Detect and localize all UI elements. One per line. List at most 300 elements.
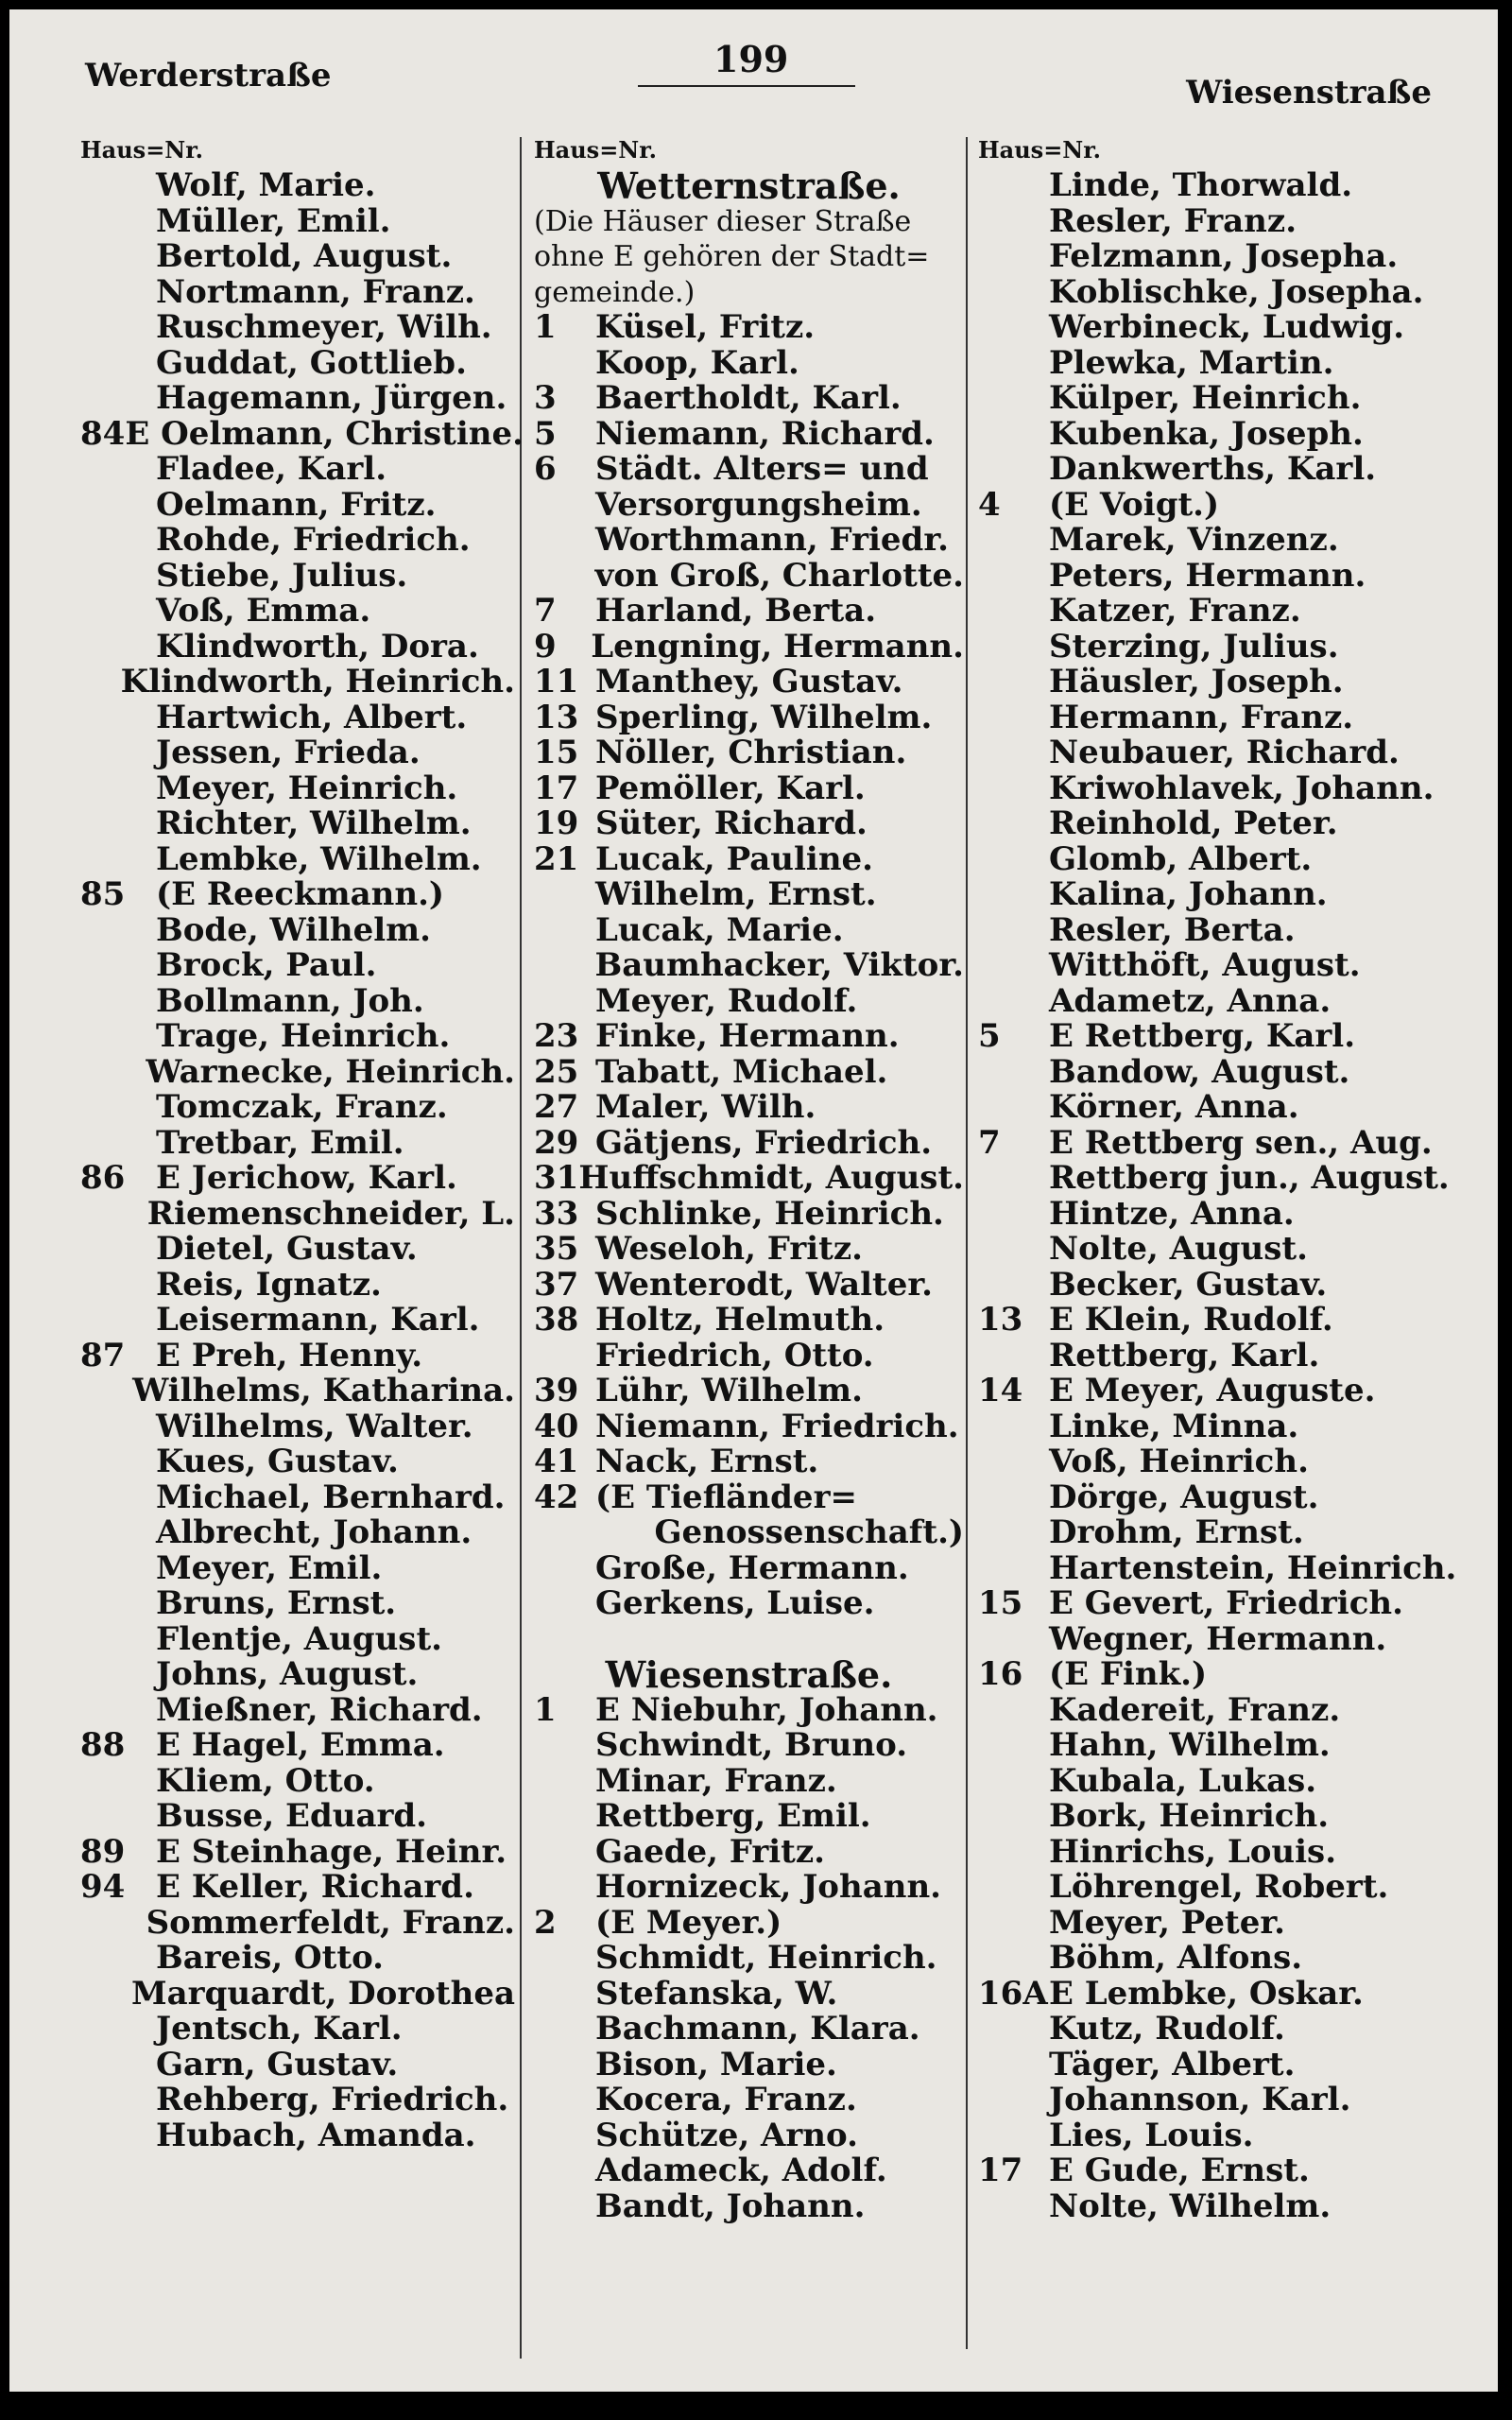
house-number [978, 948, 1049, 984]
resident-entry [978, 381, 1493, 417]
resident-entry [80, 1123, 515, 1162]
house-number [534, 1835, 595, 1871]
resident-entry [534, 1161, 964, 1197]
resident-name: Kalina, Johann. [1049, 875, 1328, 913]
resident-name: Witthöft, August. [1049, 946, 1361, 984]
resident-entry [978, 665, 1493, 700]
resident-name: Leisermann, Karl. [156, 1301, 480, 1339]
house-number [978, 630, 1049, 666]
resident-entry [978, 201, 1493, 240]
house-number: 14 [978, 1372, 1023, 1409]
resident-entry [80, 806, 515, 842]
resident-name: Wenterodt, Walter. [595, 1265, 933, 1304]
house-number [80, 2083, 156, 2118]
resident-entry [978, 2118, 1493, 2154]
resident-name: Hubach, Amanda. [156, 2116, 476, 2154]
resident-entry [534, 485, 964, 524]
house-number [80, 1090, 156, 1126]
resident-name: Huffschmidt, August. [578, 1159, 964, 1197]
resident-entry [80, 1336, 515, 1374]
house-number: 6 [534, 450, 557, 488]
resident-entry [978, 1052, 1493, 1091]
resident-entry [978, 1444, 1493, 1480]
house-number [80, 2012, 156, 2048]
house-number [80, 1515, 156, 1551]
resident-name: (E Meyer.) [595, 1903, 782, 1942]
resident-name: Hinrichs, Louis. [1049, 1832, 1337, 1871]
resident-entry [80, 700, 515, 736]
house-number [80, 488, 156, 524]
house-number [80, 700, 156, 736]
house-number [534, 1515, 559, 1551]
resident-name: E Steinhage, Heinr. [156, 1832, 507, 1871]
resident-entry [978, 877, 1493, 913]
resident-name: Rettberg, Emil. [595, 1797, 871, 1835]
resident-entry [534, 2118, 964, 2154]
resident-entry [80, 1303, 515, 1339]
street-heading: Wiesenstraße. [605, 1653, 893, 1696]
street-note: ohne E gehören der Stadt= [534, 240, 930, 273]
resident-name: Hahn, Wilhelm. [1049, 1726, 1331, 1764]
house-number [80, 1055, 146, 1091]
resident-name: Täger, Albert. [1049, 2045, 1296, 2083]
resident-name: Weseloh, Fritz. [595, 1230, 864, 1268]
resident-entry [80, 556, 515, 595]
column-label: Haus=Nr. [978, 136, 1102, 164]
house-number [978, 1515, 1049, 1551]
resident-entry [978, 1409, 1493, 1445]
column-label: Haus=Nr. [534, 136, 658, 164]
house-number [978, 984, 1049, 1020]
resident-entry [80, 1090, 515, 1126]
resident-entry [80, 735, 515, 771]
resident-entry [80, 1619, 515, 1658]
resident-name: Hintze, Anna. [1049, 1194, 1295, 1233]
resident-entry [534, 1444, 964, 1480]
house-number [978, 239, 1049, 275]
resident-entry [534, 2189, 964, 2225]
house-number [534, 1764, 595, 1800]
house-number [978, 806, 1049, 842]
house-number [534, 1586, 595, 1622]
house-number [80, 1480, 156, 1516]
house-number [978, 1409, 1049, 1445]
resident-entry [534, 806, 964, 842]
resident-entry [978, 627, 1493, 666]
resident-entry [80, 877, 515, 913]
resident-entry [534, 310, 964, 346]
resident-name: Oelmann, Fritz. [156, 485, 437, 524]
house-number: 94 [80, 1868, 126, 1906]
house-number: 1 [534, 1690, 557, 1729]
resident-name: E Keller, Richard. [156, 1868, 474, 1906]
resident-name: E Rettberg sen., Aug. [1049, 1123, 1433, 1162]
resident-entry [534, 1832, 964, 1871]
resident-entry [978, 1832, 1493, 1871]
house-number [978, 417, 1049, 453]
resident-entry [978, 1265, 1493, 1304]
house-number [978, 1090, 1049, 1126]
resident-name: Gätjens, Friedrich. [595, 1123, 933, 1162]
resident-entry [978, 700, 1493, 736]
house-number [80, 452, 156, 488]
house-number: 35 [534, 1230, 579, 1268]
resident-name: Dörge, August. [1049, 1478, 1319, 1516]
house-number: 19 [534, 804, 579, 842]
house-number: 16 [978, 1655, 1023, 1693]
resident-entry [978, 2083, 1493, 2118]
street-note: (Die Häuser dieser Straße [534, 204, 912, 238]
resident-name: Bandow, August. [1049, 1052, 1350, 1091]
column-divider-1 [520, 137, 522, 2359]
resident-name: Wilhelms, Katharina. [132, 1372, 515, 1409]
resident-name: Meyer, Rudolf. [595, 981, 858, 1020]
resident-name: Adametz, Anna. [1049, 981, 1332, 1020]
resident-name: Städt. Alters= und [595, 450, 929, 488]
house-number [978, 735, 1049, 771]
house-number [534, 1551, 595, 1587]
house-number [978, 1870, 1049, 1906]
resident-name: Holtz, Helmuth. [595, 1301, 885, 1339]
resident-entry [80, 1728, 515, 1764]
house-number: 21 [534, 839, 579, 878]
house-number: 15 [534, 734, 579, 771]
resident-entry [978, 981, 1493, 1020]
resident-name: Böhm, Alfons. [1049, 1939, 1303, 1977]
resident-entry [80, 1444, 515, 1480]
resident-name: Voß, Heinrich. [1049, 1443, 1309, 1480]
resident-name: Wegner, Hermann. [1049, 1619, 1387, 1658]
resident-entry [534, 1194, 964, 1233]
resident-entry [80, 1941, 515, 1977]
resident-name: Brock, Paul. [156, 946, 377, 984]
resident-name: Löhrengel, Robert. [1049, 1868, 1389, 1906]
resident-name: Niemann, Richard. [595, 414, 935, 453]
house-number [534, 1941, 595, 1977]
house-number [80, 239, 156, 275]
resident-entry [80, 201, 515, 240]
house-number [978, 2189, 1049, 2225]
resident-entry [534, 1870, 964, 1906]
house-number [80, 204, 156, 240]
resident-name: Garn, Gustav. [156, 2045, 399, 2083]
house-number: 42 [534, 1478, 579, 1516]
resident-name: Bandt, Johann. [595, 2187, 866, 2225]
resident-name: Lembke, Wilhelm. [156, 839, 482, 878]
house-number [80, 1268, 156, 1304]
resident-entry [978, 1548, 1493, 1587]
resident-name: Gaede, Fritz. [595, 1832, 825, 1871]
house-number [80, 1977, 131, 2013]
house-number [978, 2048, 1049, 2083]
resident-name: Häusler, Joseph. [1049, 663, 1344, 700]
resident-entry [534, 1019, 964, 1055]
house-number: 88 [80, 1726, 126, 1764]
resident-entry [534, 735, 964, 771]
house-number: 9 [534, 627, 557, 666]
resident-name: Werbineck, Ludwig. [1049, 308, 1405, 346]
resident-name: Sommerfeldt, Franz. [146, 1903, 515, 1942]
house-number [80, 665, 121, 700]
house-number [534, 1728, 595, 1764]
resident-entry [80, 2045, 515, 2083]
resident-entry [978, 771, 1493, 807]
resident-entry [534, 594, 964, 630]
resident-entry [978, 1336, 1493, 1374]
house-number [978, 700, 1049, 736]
resident-name: Trage, Heinrich. [156, 1017, 451, 1055]
house-number [978, 275, 1049, 311]
resident-name: Nack, Ernst. [595, 1443, 819, 1480]
house-number: 7 [534, 592, 557, 630]
resident-name: Linke, Minna. [1049, 1407, 1299, 1445]
resident-name: Koop, Karl. [595, 343, 799, 382]
resident-name: Schlinke, Heinrich. [595, 1194, 944, 1233]
resident-name: Rettberg jun., August. [1049, 1159, 1450, 1197]
resident-name: Meyer, Emil. [156, 1548, 383, 1587]
resident-entry [534, 981, 964, 1020]
house-number: 13 [978, 1301, 1023, 1339]
resident-name: Riemenschneider, L. [146, 1194, 515, 1233]
resident-name: Guddat, Gottlieb. [156, 343, 467, 382]
house-number [80, 1232, 156, 1268]
house-number: 17 [534, 769, 579, 807]
house-number [978, 771, 1049, 807]
house-number [80, 735, 156, 771]
house-number [80, 806, 156, 842]
resident-name: Koblischke, Josepha. [1049, 272, 1424, 311]
resident-name: Albrecht, Johann. [156, 1513, 472, 1551]
resident-name: Reis, Ignatz. [156, 1265, 382, 1304]
house-number [80, 913, 156, 949]
house-number: 33 [534, 1194, 579, 1233]
resident-name: Stefanska, W. [595, 1974, 838, 2013]
house-number [978, 1197, 1049, 1233]
house-number [80, 1906, 146, 1942]
house-number [80, 771, 156, 807]
house-number [978, 1480, 1049, 1516]
resident-entry [80, 2012, 515, 2048]
resident-entry [534, 2083, 964, 2118]
resident-name: Dankwerths, Karl. [1049, 450, 1377, 488]
resident-entry [534, 2045, 964, 2083]
house-number [534, 2083, 595, 2118]
house-number: 38 [534, 1301, 579, 1339]
resident-name: Friedrich, Otto. [595, 1336, 874, 1374]
resident-name: Michael, Bernhard. [156, 1478, 506, 1516]
resident-name: Minar, Franz. [595, 1761, 837, 1800]
house-number [978, 1268, 1049, 1304]
house-number [978, 1941, 1049, 1977]
resident-name: Lucak, Pauline. [595, 839, 874, 878]
resident-entry [80, 452, 515, 488]
house-number [80, 346, 156, 382]
resident-entry [534, 1265, 964, 1304]
house-number [80, 1444, 156, 1480]
house-number: 37 [534, 1265, 579, 1304]
resident-name: Küsel, Fritz. [595, 308, 816, 346]
resident-name: Wolf, Marie. [156, 166, 376, 204]
resident-name: Mießner, Richard. [156, 1690, 483, 1729]
resident-name: Niemann, Friedrich. [595, 1407, 959, 1445]
resident-name: Glomb, Albert. [1049, 839, 1313, 878]
house-number [978, 381, 1049, 417]
house-number: 1 [534, 308, 557, 346]
house-number [80, 1622, 156, 1658]
resident-entry [534, 1586, 964, 1622]
resident-entry [978, 1303, 1493, 1339]
house-number [978, 2083, 1049, 2118]
resident-entry [978, 310, 1493, 346]
house-number [80, 310, 156, 346]
resident-name: Hornizeck, Johann. [595, 1868, 942, 1906]
house-number [978, 346, 1049, 382]
resident-entry [534, 627, 964, 666]
house-number [534, 2118, 595, 2154]
directory-page [9, 9, 1498, 2392]
resident-entry [978, 523, 1493, 559]
resident-entry [80, 1657, 515, 1693]
resident-entry [978, 1903, 1493, 1942]
resident-entry [80, 1690, 515, 1729]
resident-name: Große, Hermann. [595, 1548, 909, 1587]
house-number [534, 1339, 595, 1374]
resident-name: Lengning, Hermann. [591, 627, 964, 666]
resident-name: E Meyer, Auguste. [1049, 1372, 1376, 1409]
resident-name: Dietel, Gustav. [156, 1230, 418, 1268]
house-number [80, 2118, 156, 2154]
house-number [80, 594, 156, 630]
resident-name: Sperling, Wilhelm. [595, 698, 933, 736]
resident-entry [534, 556, 964, 595]
house-number [978, 1906, 1049, 1942]
resident-name: Voß, Emma. [156, 592, 371, 630]
resident-name: Wilhelm, Ernst. [595, 875, 877, 913]
house-number [978, 1835, 1049, 1871]
resident-name: Kutz, Rudolf. [1049, 2010, 1285, 2048]
resident-name: Stiebe, Julius. [156, 556, 408, 595]
resident-name: E Gude, Ernst. [1049, 2152, 1310, 2189]
resident-entry [978, 556, 1493, 595]
house-number: 16A [978, 1974, 1048, 2013]
house-number [80, 842, 156, 878]
resident-entry [80, 272, 515, 311]
resident-entry [80, 2118, 515, 2154]
house-number [978, 594, 1049, 630]
house-number [534, 913, 595, 949]
resident-entry [80, 414, 524, 453]
resident-name: Külper, Heinrich. [1049, 379, 1362, 417]
resident-entry [534, 1303, 964, 1339]
house-number [978, 1764, 1049, 1800]
resident-entry [978, 1161, 1493, 1197]
resident-entry [978, 1090, 1493, 1126]
resident-entry [978, 168, 1493, 204]
resident-entry [534, 1903, 964, 1942]
resident-entry [978, 1974, 1493, 2013]
resident-name: Nolte, Wilhelm. [1049, 2187, 1332, 2225]
house-number [534, 984, 595, 1020]
house-number: 84 [80, 414, 126, 453]
resident-name: Wilhelms, Walter. [156, 1407, 473, 1445]
column-3 [978, 132, 1493, 2224]
house-number: 89 [80, 1832, 126, 1871]
resident-entry [978, 1374, 1493, 1409]
house-number [978, 1728, 1049, 1764]
resident-name: Baertholdt, Karl. [595, 379, 902, 417]
resident-entry [534, 1728, 964, 1764]
resident-entry [80, 1870, 515, 1906]
resident-name: Warnecke, Heinrich. [146, 1052, 515, 1091]
resident-entry [80, 1799, 515, 1835]
resident-entry [80, 1161, 515, 1197]
resident-name: Felzmann, Josepha. [1049, 237, 1399, 275]
resident-name: E Niebuhr, Johann. [595, 1690, 938, 1729]
resident-name: Kubala, Lukas. [1049, 1761, 1317, 1800]
resident-entry [978, 1123, 1493, 1162]
resident-entry [534, 1690, 964, 1729]
house-number [534, 877, 595, 913]
resident-entry [80, 381, 515, 417]
resident-name: Resler, Franz. [1049, 201, 1297, 240]
resident-name: E Hagel, Emma. [156, 1726, 445, 1764]
house-number: 29 [534, 1123, 579, 1162]
resident-name: Johannson, Karl. [1049, 2081, 1351, 2118]
house-number [80, 559, 156, 595]
house-number [978, 1339, 1049, 1374]
resident-entry [80, 523, 515, 559]
resident-name: Klindworth, Dora. [156, 627, 479, 666]
resident-entry [80, 627, 515, 666]
resident-name: Süter, Richard. [595, 804, 868, 842]
resident-entry [978, 594, 1493, 630]
spacer [534, 1622, 964, 1658]
house-number [80, 1586, 156, 1622]
resident-name: Peters, Hermann. [1049, 556, 1366, 595]
resident-entry [534, 1409, 964, 1445]
house-number: 5 [534, 414, 557, 453]
resident-entry [80, 981, 515, 1020]
resident-name: Neubauer, Richard. [1049, 734, 1400, 771]
page-number: 199 [713, 38, 789, 80]
resident-entry [534, 1123, 964, 1162]
house-number [80, 523, 156, 559]
resident-entry [978, 1690, 1493, 1729]
resident-name: Genossenschaft.) [654, 1513, 964, 1551]
resident-entry [534, 2153, 964, 2189]
resident-name: Bruns, Ernst. [156, 1584, 397, 1622]
resident-entry [978, 272, 1493, 311]
resident-entry [80, 1265, 515, 1304]
house-number: 7 [978, 1123, 1001, 1162]
resident-entry [80, 839, 515, 878]
resident-entry [534, 381, 964, 417]
house-number [80, 1126, 156, 1162]
resident-name: Maler, Wilh. [595, 1088, 816, 1126]
resident-name: Nolte, August. [1049, 1230, 1308, 1268]
house-number: 41 [534, 1443, 579, 1480]
house-number [80, 1303, 156, 1339]
resident-name: Rehberg, Friedrich. [156, 2081, 509, 2118]
resident-name: Marquardt, Dorothea [130, 1974, 515, 2013]
house-number [80, 1693, 156, 1729]
resident-entry [80, 1761, 515, 1800]
resident-entry [978, 735, 1493, 771]
resident-entry [978, 1619, 1493, 1658]
house-number: 31 [534, 1159, 579, 1197]
resident-name: Resler, Berta. [1049, 910, 1296, 949]
resident-name: Johns, August. [156, 1655, 419, 1693]
